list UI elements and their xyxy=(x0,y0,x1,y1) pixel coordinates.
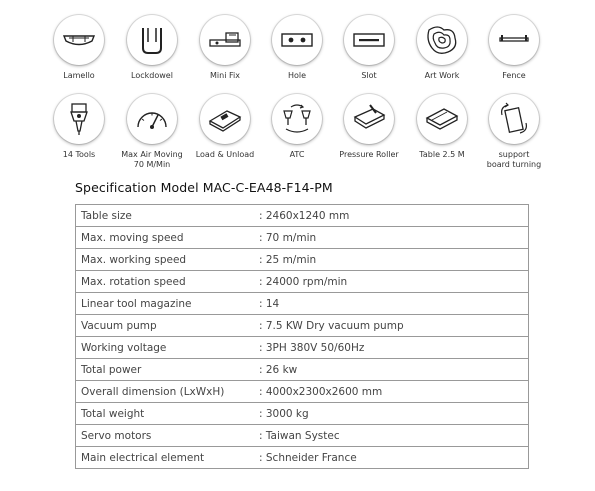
hole-icon xyxy=(272,15,322,65)
spec-row xyxy=(76,425,529,447)
feature-label: support board turning xyxy=(486,150,542,169)
spec-title: Specification Model MAC-C-EA48-F14-PM xyxy=(75,180,333,195)
load-unload-icon xyxy=(200,94,250,144)
spec-value: : 70 m/min xyxy=(254,227,529,249)
mini-fix-icon xyxy=(200,15,250,65)
feature-hole xyxy=(260,15,334,81)
spec-row xyxy=(76,447,529,469)
spec-value: : 2460x1240 mm xyxy=(254,205,529,227)
spec-value: : Taiwan Systec xyxy=(254,425,529,447)
feature-lockdowel xyxy=(115,15,189,81)
feature-label: 14 Tools xyxy=(62,150,96,159)
feature-label: Table 2.5 M xyxy=(419,150,465,159)
board-turning-icon xyxy=(489,94,539,144)
spec-row xyxy=(76,271,529,293)
tools-icon xyxy=(54,94,104,144)
spec-key: Max. moving speed xyxy=(76,227,255,249)
spec-key: Max. rotation speed xyxy=(76,271,255,293)
spec-row xyxy=(76,337,529,359)
feature-label: ATC xyxy=(289,150,305,159)
spec-row xyxy=(76,381,529,403)
art-work-icon xyxy=(417,15,467,65)
feature-atc xyxy=(260,94,334,160)
lockdowel-icon xyxy=(127,15,177,65)
fence-icon xyxy=(489,15,539,65)
feature-label: Art Work xyxy=(424,71,460,80)
feature-label: Fence xyxy=(502,71,526,80)
spec-row xyxy=(76,293,529,315)
feature-label: Load & Unload xyxy=(195,150,255,159)
spec-value: : 14 xyxy=(254,293,529,315)
feature-label: Lamello xyxy=(63,71,95,80)
feature-label: Lockdowel xyxy=(131,71,173,80)
spec-value: : 24000 rpm/min xyxy=(254,271,529,293)
feature-label: Hole xyxy=(287,71,307,80)
feature-art-work xyxy=(405,15,479,81)
feature-pressure-roller xyxy=(332,94,406,160)
spec-row xyxy=(76,249,529,271)
feature-mini-fix xyxy=(188,15,262,81)
spec-key: Vacuum pump xyxy=(76,315,255,337)
spec-row xyxy=(76,227,529,249)
feature-lamello xyxy=(42,15,116,81)
feature-label: Mini Fix xyxy=(210,71,240,80)
spec-key: Overall dimension (LxWxH) xyxy=(76,381,255,403)
spec-key: Main electrical element xyxy=(76,447,255,469)
table-icon xyxy=(417,94,467,144)
spec-value: : 4000x2300x2600 mm xyxy=(254,381,529,403)
spec-table xyxy=(75,204,529,469)
spec-row xyxy=(76,359,529,381)
spec-row xyxy=(76,315,529,337)
spec-value: : 3000 kg xyxy=(254,403,529,425)
atc-icon xyxy=(272,94,322,144)
feature-max-air-moving xyxy=(115,94,189,170)
spec-key: Max. working speed xyxy=(76,249,255,271)
spec-value: : 3PH 380V 50/60Hz xyxy=(254,337,529,359)
pressure-roller-icon xyxy=(344,94,394,144)
spec-value: : 26 kw xyxy=(254,359,529,381)
spec-key: Table size xyxy=(76,205,255,227)
feature-table-25m xyxy=(405,94,479,160)
spec-key: Total weight xyxy=(76,403,255,425)
feature-support-board-turning xyxy=(477,94,551,170)
spec-row xyxy=(76,403,529,425)
feature-slot xyxy=(332,15,406,81)
spec-value: : 25 m/min xyxy=(254,249,529,271)
feature-fence xyxy=(477,15,551,81)
feature-label: Slot xyxy=(361,71,377,80)
feature-load-unload xyxy=(188,94,262,160)
feature-14-tools xyxy=(42,94,116,160)
spec-key: Total power xyxy=(76,359,255,381)
lamello-icon xyxy=(54,15,104,65)
spec-row xyxy=(76,205,529,227)
slot-icon xyxy=(344,15,394,65)
spec-key: Linear tool magazine xyxy=(76,293,255,315)
speed-gauge-icon xyxy=(127,94,177,144)
spec-value: : Schneider France xyxy=(254,447,529,469)
feature-label: Max Air Moving 70 M/Min xyxy=(121,150,183,169)
spec-key: Working voltage xyxy=(76,337,255,359)
spec-key: Servo motors xyxy=(76,425,255,447)
spec-value: : 7.5 KW Dry vacuum pump xyxy=(254,315,529,337)
feature-label: Pressure Roller xyxy=(339,150,399,159)
